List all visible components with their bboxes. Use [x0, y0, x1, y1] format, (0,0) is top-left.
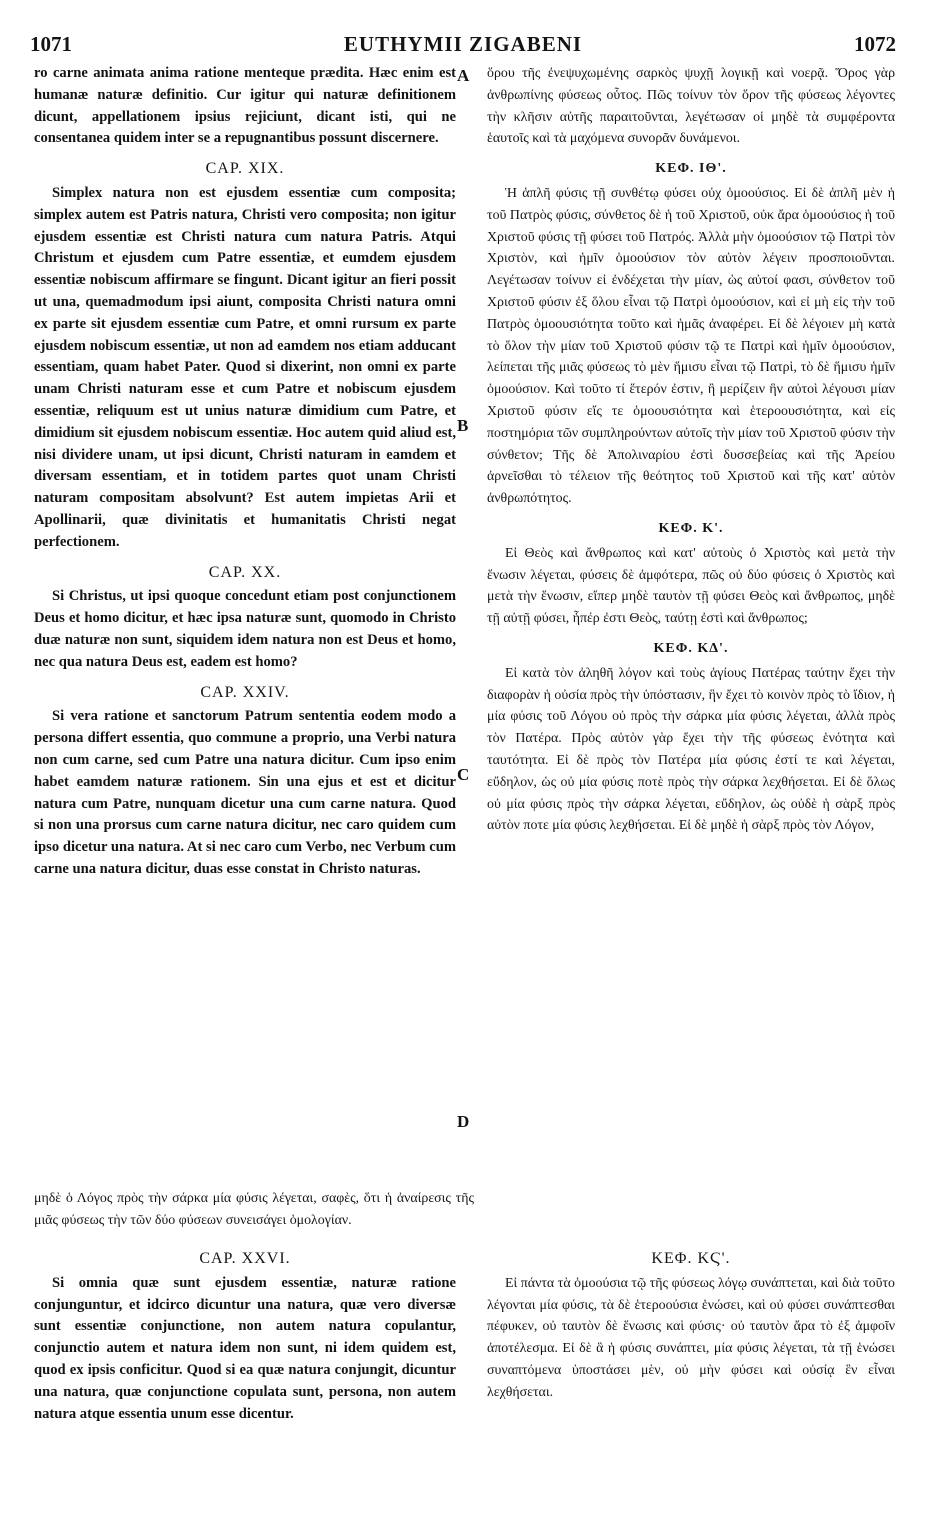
latin-heading-cap-26: CAP. XXVI. [199, 1250, 291, 1267]
greek-column [487, 63, 895, 837]
running-title: EUTHYMII ZIGABENI [343, 32, 583, 56]
margin-letter-d: D [457, 1112, 470, 1131]
right-column-number: 1072 [854, 32, 896, 56]
greek-text-kef-24: Εἰ κατὰ τὸν ἀληθῆ λόγον καὶ τοὺς ἁγίους Πατέρας ταύτην ἔχει τὴν διαφορὰν ἡ οὐσία πρὸς τὴν ὑπόστασιν, ἣν ἔχει τὸ κοινὸν πρὸς τὸ ἴδιον, ἡ μία φύσις τοῦ Λόγου οὐ πρὸς τὴν σάρκα μία φύσις λέγεται, ἀλλὰ πρὸς τὸν Πατέρα. Πρὸς αὐτὸν γὰρ ἔχει τὴν τῆς φύσεως ἑνότητα καὶ ταυτότητα. Εἰ δὲ πρὸς τὸν Πατέρα μία φύσις ἐστί τε καὶ λέγεται, εὔδηλον, ὡς οὐ μία φύσις ποτὲ πρὸς τὴν σάρκα λεχθήσεται. Εἰ δὲ ὅλως οὐ μία φύσις πρὸς τὴν σάρκα λέγεται, εὔδηλον, ὡς οὐδὲ ἡ σὰρξ πρὸς αὐτὸν ποτε μία φύσις λεχθήσεται. Εἰ δὲ μηδὲ ἡ σὰρξ πρὸς τὸν Λόγον, [487, 665, 895, 834]
margin-letter-c: C [457, 765, 470, 784]
latin-heading-cap-24: CAP. XXIV. [200, 683, 290, 701]
latin-text-cap-19: Simplex natura non est ejusdem essentiæ cum composita; simplex autem est Patris natura, Christi vero composita; non igitur ejusdem essentiæ est Christi natura cum natura Patris. Atqui Christum et ejusdem cum Patre essentiæ, et eumdem ejusdem essentiæ nobiscum affirmare se fingunt. Dicant igitur an fieri possit ut una, quemadmodum ipsi aiunt, composita Christi natura omni ex parte sit ejusdem essentiæ cum Patre, et omni rursum ex parte ejusdem nobiscum essentiæ, ut non ad eamdem nos etiam adducant essentiam, quam habet Pater. Quod si dixerint, non omni ex parte unam Christi naturam esse et cum Patre et nobiscum ejusdem essentiæ, reliquum est ut unius naturæ dimidium cum Patre, et dimidium sit ejusdem nobiscum essentiæ. Hoc autem quid aliud est, nisi dividere unam, ut ipsi dicunt, Christi naturam in eamdem et diversam essentiam, et in totidem partes quot unam Christi naturam compositam absolvunt? Est autem impietas Arii et Apollinarii, quæ divinitatis et humanitatis Christi negat perfectionem. [34, 184, 456, 550]
greek-heading-kef-26: ΚΕΦ. ΚϚ'. [651, 1250, 731, 1267]
latin-intro: ro carne animata anima ratione menteque prædita. Hæc enim est humanæ naturæ definitio. Cur igitur qui naturæ definitionem dicunt, appellationem ipsius rejiciunt, dicant isti, qui ne consentanea quidem inter se a repugnantibus possunt discernere. [34, 65, 456, 147]
latin-text-cap-20: Si Christus, ut ipsi quoque concedunt etiam post conjunctionem Deus et homo dicitur, et hæc ipsa naturæ sunt, quomodo in Christo duæ naturæ non sunt, siquidem idem natura non est Deus et homo, nec qua natura Deus est, eadem est homo? [34, 588, 456, 670]
latin-text-cap-24: Si vera ratione et sanctorum Patrum sententia eodem modo a persona differt essentia, quo commune a proprio, una Verbi natura non cum carne, sed cum Patre una natura dicitur. Cum ipso enim habet eamdem naturæ rationem. Sin una ejus et est et dicitur natura cum Patre, nunquam dicetur una cum carne natura. Quod si non una prorsus cum carne natura dicitur, nec caro quidem cum ipso dicetur una natura. At si nec caro cum Verbo, nec Verbum cum carne una natura dicitur, duas esse constat in Christo naturas. [34, 708, 456, 877]
greek-text-kef-20: Εἰ Θεὸς καὶ ἄνθρωπος καὶ κατ' αὐτοὺς ὁ Χριστὸς καὶ μετὰ τὴν ἕνωσιν λέγεται, φύσεις δὲ ἀμφότερα, πῶς οὐ δύο φύσεις ὁ Χριστὸς καὶ μετὰ τὴν ἕνωσιν, εἴπερ μηδὲ ταυτὸν τῇ φύσει Θεὸς καὶ ἄνθρωπος, μηδὲ τῇ αὐτῇ φύσει, ἧπέρ ἐστι Θεὸς, ταύτῃ ἐστὶ καὶ ἄνθρωπος; [487, 545, 895, 627]
greek-spanning-continuation: μηδὲ ὁ Λόγος πρὸς τὴν σάρκα μία φύσις λέγεται, σαφὲς, ὅτι ἡ ἀναίρεσις τῆς μιᾶς φύσεως τὴν τῶν δύο φύσεων συνεισάγει ὁμολογίαν. [34, 1191, 474, 1228]
latin-heading-cap-19: CAP. XIX. [205, 160, 285, 178]
greek-heading-kef-19: ΚΕΦ. ΙΘ'. [655, 161, 727, 177]
greek-text-kef-26: Εἰ πάντα τὰ ὁμοούσια τῷ τῆς φύσεως λόγῳ συνάπτεται, καὶ διὰ τοῦτο λέγονται μία φύσις, τὰ δὲ ἑτεροούσια ἑνώσει, καὶ οὐ φύσει συνάπτεσθαι πέφυκεν, οὐ ταυτὸν δὲ ἕνωσις καὶ φύσις· οὐ ταυτὸν ἄρα τὸ ἐξ ἀμφοῖν ἀποτέλεσμα. Εἰ δὲ ἃ ἡ φύσις συνάπτει, μία φύσις λέγεται, τὰ τῇ ἑνώσει συναπτόμενα ὑποστάσει μὲν, οὐ μὴν φύσει καὶ οὐσίᾳ ἓν εἶναι λεχθήσεται. [487, 1275, 895, 1400]
greek-text-kef-19: Ἡ ἁπλῆ φύσις τῇ συνθέτῳ φύσει οὐχ ὁμοούσιος. Εἰ δὲ ἁπλῆ μὲν ἡ τοῦ Πατρὸς φύσις, σύνθετος δὲ ἡ τοῦ Χριστοῦ, οὐκ ἄρα ὁμοούσιος ἡ τοῦ Χριστοῦ φύσις τῇ φύσει τοῦ Πατρός. Ἀλλὰ μὴν ὁμοούσιον τῷ Πατρὶ τὸν Χριστὸν, καὶ ἡμῖν ὁμοούσιον τὸν αὐτὸν λέγειν προσποιοῦνται. Λεγέτωσαν τοίνυν εἰ ἐνδέχεται τὴν μίαν, ὡς αὐτοί φασι, σύνθετον τοῦ Χριστοῦ φύσιν ἐξ ὅλου εἶναι τῷ Πατρὶ ὁμοούσιον, καὶ εἰ μὴ εἰς τὴν τοῦ Πατρὸς ὁμοουσιότητα τοῦτο καὶ ἡμᾶς ἀναφέρει. Εἰ δὲ λέγοιεν μὴ κατὰ τὸ ὅλον τὴν μίαν τοῦ Χριστοῦ φύσιν τῷ τε Πατρὶ καὶ ἡμῖν ὁμοούσιον, λείπεται τῆς μιᾶς φύσεως τὸ μὲν ἥμισυ εἶναι τῷ Πατρὶ, τὸ δὲ ἥμισυ ἡμῖν ὁμοούσιον. Καὶ τοῦτο τί ἕτερόν ἐστιν, ἢ μερίζειν ἣν αὐτοὶ λέγουσι μίαν Χριστοῦ φύσιν εἴς τε ὁμοουσιότητα καὶ ἑτεροουσιότητα, καὶ εἰς ποστημόρια τῶν συμπληρούντων αὐτοῖς τὴν μίαν τοῦ Χριστοῦ φύσιν τὴν σύνθετον; Τῆς δὲ Ἀπολιναρίου ἐστὶ δυσσεβείας καὶ τῆς Ἀρείου ἀρνεῖσθαι τὸ τέλειον τῆς θεότητος τοῦ Χριστοῦ καὶ τῆς κατ' αὐτὸν ἀνθρωπότητος. [487, 185, 895, 507]
latin-text-cap-26: Si omnia quæ sunt ejusdem essentiæ, naturæ ratione conjunguntur, et idcirco dicuntur una natura, quæ vero diversæ sunt essentiæ conjunctione, non autem natura copulantur, conjunctio autem et natura idem non sunt, ni idem quidem est, quod ex ipsis conficitur. Quod si ea quæ natura conjungit, dicuntur una natura, quæ conjunctione copulata sunt, persona, non autem natura atque essentia unum esse dicentur. [34, 1274, 456, 1422]
margin-letter-b: B [457, 416, 469, 435]
latin-column-lower [34, 1240, 456, 1425]
latin-column [34, 63, 456, 881]
greek-heading-kef-20: ΚΕΦ. Κ'. [658, 520, 724, 536]
margin-letter-a: A [457, 66, 470, 85]
left-column-number: 1071 [30, 32, 72, 56]
page-header [30, 30, 896, 58]
greek-intro: ὅρου τῆς ἐνεψυχωμένης σαρκὸς ψυχῇ λογικῇ καὶ νοερᾷ. Ὅρος γὰρ ἀνθρωπίνης φύσεως οὗτος. Πῶς τοίνυν τὸν ὅρον τῆς φύσεως λέγοντες τὴν κλῆσιν αὐτῆς παραιτοῦνται, λεγέτωσαν οἱ μηδὲ τὰ συμφέροντα ἑαυτοῖς καὶ τὰ μαχόμενα συνορᾶν δυνάμενοι. [487, 66, 895, 147]
latin-heading-cap-20: CAP. XX. [208, 563, 282, 581]
greek-heading-kef-24: ΚΕΦ. ΚΔ'. [653, 640, 729, 656]
greek-column-lower [487, 1240, 895, 1404]
